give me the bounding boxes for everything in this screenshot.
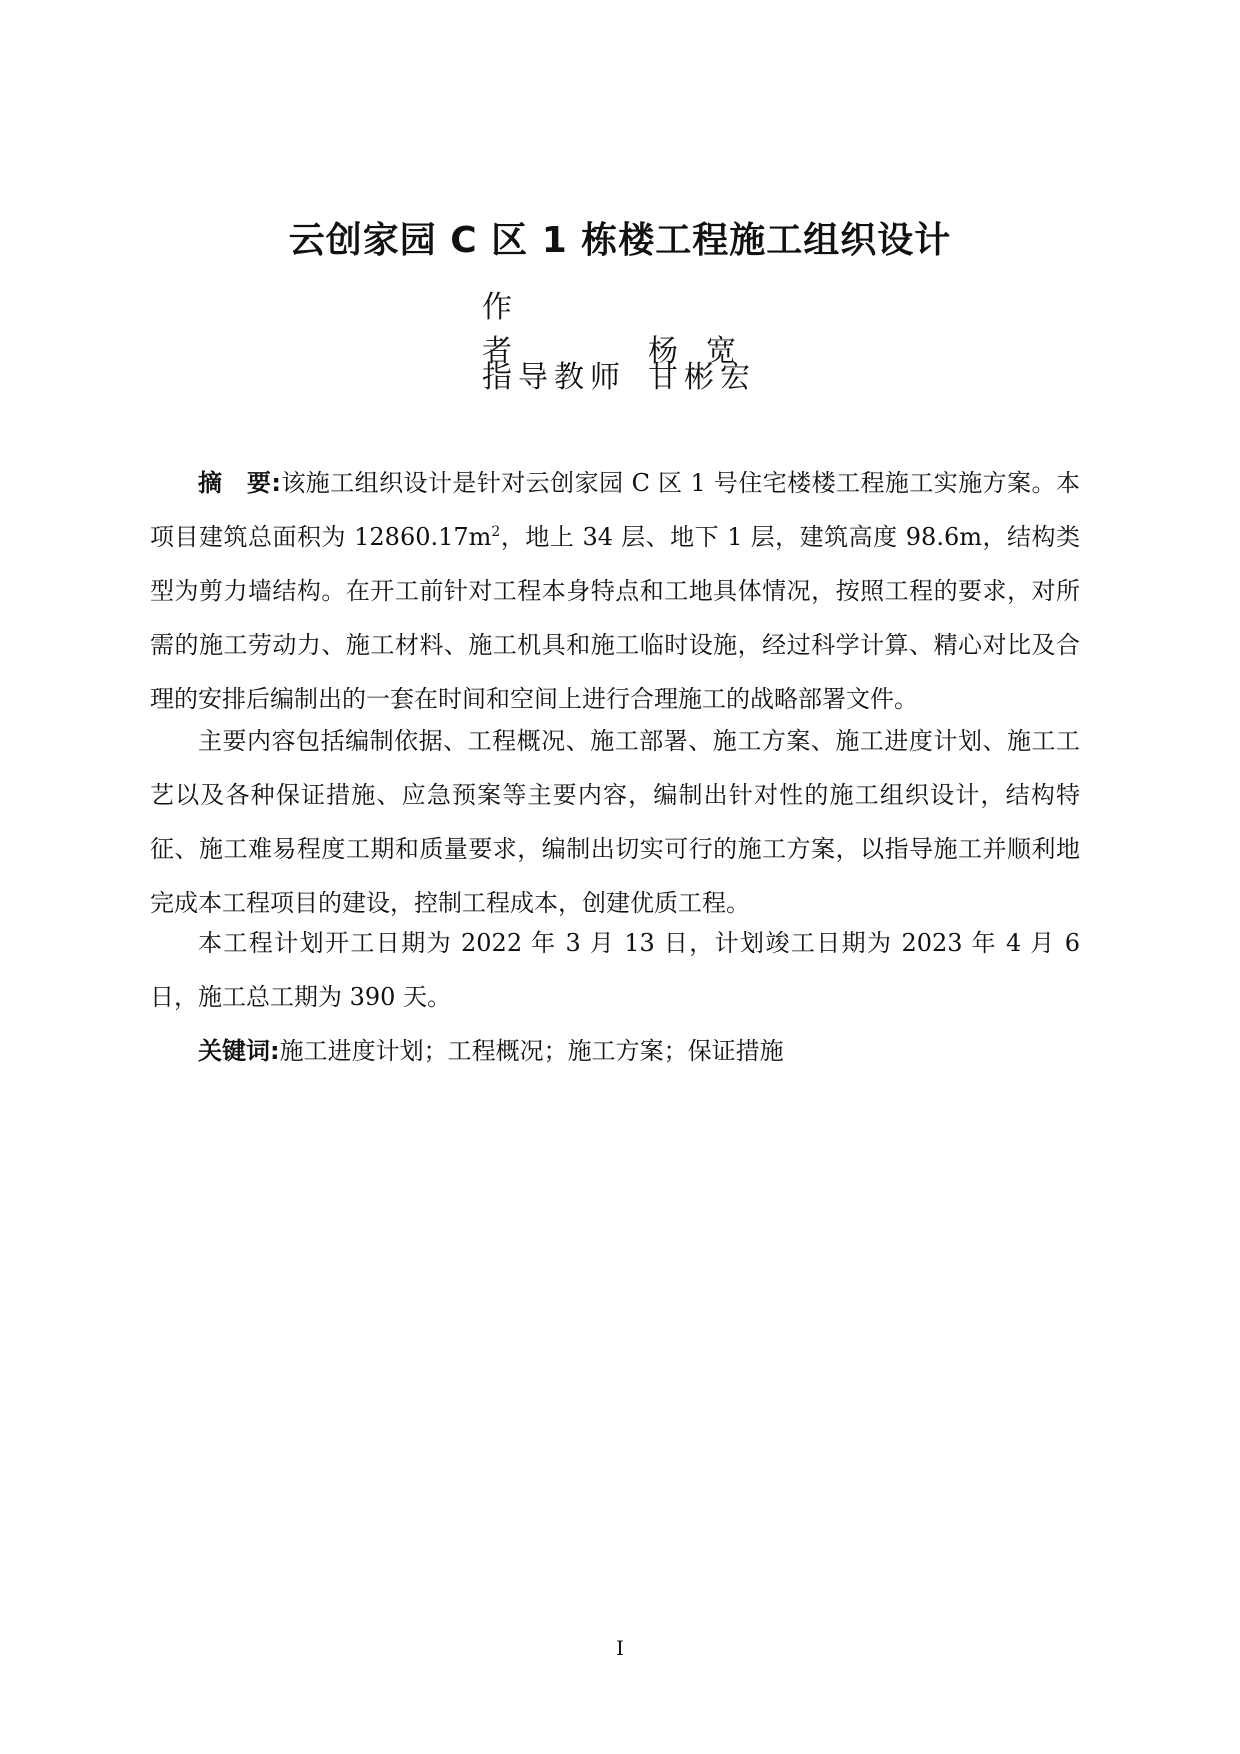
page-number: I bbox=[616, 1636, 624, 1660]
author-label: 作者 bbox=[482, 290, 576, 369]
advisor-label: 指导教师 bbox=[482, 360, 626, 395]
area-superscript: 2 bbox=[491, 524, 501, 540]
page-title: 云创家园 C 区 1 栋楼工程施工组织设计 bbox=[288, 220, 952, 261]
abstract-label: 摘 要: bbox=[198, 469, 281, 497]
advisor-line bbox=[482, 352, 756, 396]
keywords-text: 施工进度计划；工程概况；施工方案；保证措施 bbox=[279, 1037, 784, 1065]
abstract-paragraph-1 bbox=[150, 456, 1080, 726]
keywords-paragraph bbox=[150, 1024, 1080, 1078]
advisor-name: 甘彬宏 bbox=[648, 360, 756, 395]
abstract-text-1a: 该施工组织设计是针对云创家园 C 区 1 号住宅楼楼工程施工实施方案。本项目建筑总面积为 12860.17m bbox=[150, 469, 1080, 551]
author-name: 杨宽 bbox=[648, 334, 764, 369]
abstract-paragraph-3: 本工程计划开工日期为 2022 年 3 月 13 日，计划竣工日期为 2023 年 4 月 6 日，施工总工期为 390 天。 bbox=[150, 929, 1080, 1011]
abstract-paragraph-2: 主要内容包括编制依据、工程概况、施工部署、施工方案、施工进度计划、施工工艺以及各种保证措施、应急预案等主要内容，编制出针对性的施工组织设计，结构特征、施工难易程度工期和质量要求，编制出切实可行的施工方案，以指导施工并顺利地完成本工程项目的建设，控制工程成本，创建优质工程。 bbox=[150, 727, 1080, 917]
abstract-text-1b: ，地上 34 层、地下 1 层，建筑高度 98.6m，结构类型为剪力墙结构。在开工前针对工程本身特点和工地具体情况，按照工程的要求，对所需的施工劳动力、施工材料、施工机具和施工临时设施，经过科学计算、精心对比及合理的安排后编制出的一套在时间和空间上进行合理施工的战略部署文件。 bbox=[150, 523, 1080, 713]
keywords-label: 关键词: bbox=[198, 1037, 280, 1065]
